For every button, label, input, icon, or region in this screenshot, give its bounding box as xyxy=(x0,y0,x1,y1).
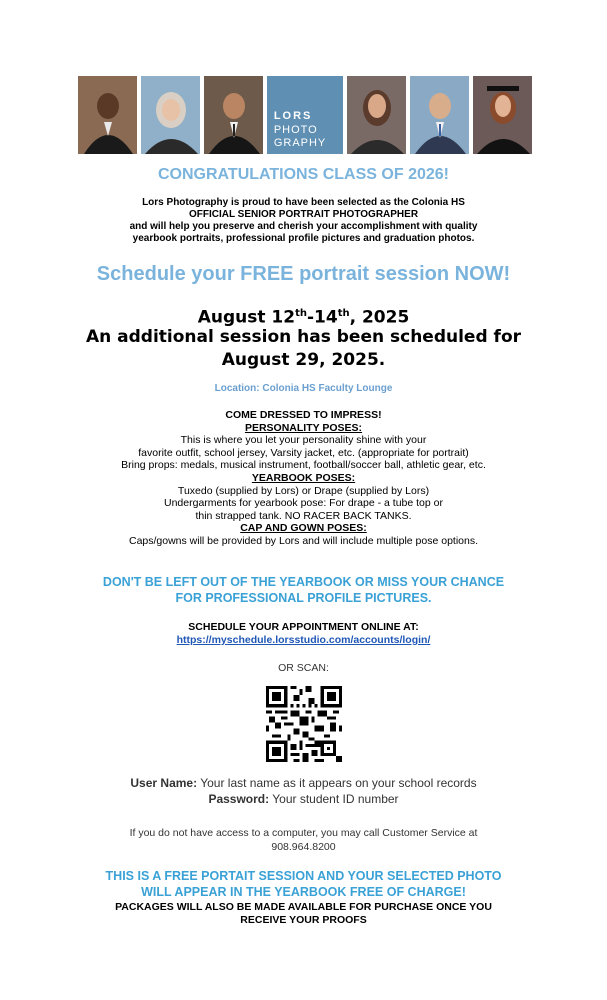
phone-number: 908.964.8200 xyxy=(271,841,336,853)
personality-line: favorite outfit, school jersey, Varsity jacket, etc. (appropriate for portrait) xyxy=(138,446,469,459)
logo-line-2: PHOTO xyxy=(273,124,318,136)
yearbook-line: Tuxedo (supplied by Lors) or Drape (supplied by Lors) xyxy=(177,484,430,497)
dress-instructions xyxy=(0,409,607,548)
intro-line: yearbook portraits, professional profile pictures and graduation photos. xyxy=(132,233,475,244)
location-text: Location: Colonia HS Faculty Lounge xyxy=(214,383,393,394)
cap-line: Caps/gowns will be provided by Lors and will include multiple pose options. xyxy=(128,534,479,547)
dates-suffix: , 2025 xyxy=(349,307,410,328)
yearbook-line: Undergarments for yearbook pose: For drape - a tube top or xyxy=(164,497,443,510)
username-value: Your last name as it appears on your school records xyxy=(200,776,477,790)
additional-session: An additional session has been scheduled for August 29, 2025. xyxy=(85,327,522,370)
qr-code[interactable] xyxy=(266,686,342,762)
portrait-photo-suit-2 xyxy=(410,76,469,154)
phone-line-1: If you do not have access to a computer, you may call Customer Service at xyxy=(129,827,478,839)
warning-line: FOR PROFESSIONAL PROFILE PICTURES. xyxy=(175,591,432,605)
schedule-heading: Schedule your FREE portrait session NOW! xyxy=(96,263,511,285)
portrait-photo-graduate-1 xyxy=(78,76,137,154)
dates-ordinal-1: th xyxy=(295,308,307,319)
username-label: User Name: xyxy=(130,776,198,790)
schedule-link[interactable]: https://myschedule.lorsstudio.com/accounts/login/ xyxy=(176,634,431,646)
portrait-photo-strip xyxy=(78,76,532,154)
free-session-notice xyxy=(0,868,607,900)
intro-line: OFFICIAL SENIOR PORTRAIT PHOTOGRAPHER xyxy=(188,209,419,220)
portrait-photo-suit-1 xyxy=(204,76,263,154)
congratulations-heading: CONGRATULATIONS CLASS OF 2026! xyxy=(158,166,449,183)
logo-line-1: LORS xyxy=(273,110,313,122)
logo-line-3: GRAPHY xyxy=(273,137,327,149)
yearbook-line: thin strapped tank. NO RACER BACK TANKS. xyxy=(195,509,412,522)
packages-notice xyxy=(0,901,607,927)
free-notice-line: WILL APPEAR IN THE YEARBOOK FREE OF CHARGE! xyxy=(141,885,466,899)
lors-photography-logo xyxy=(267,76,343,154)
personality-poses-heading: PERSONALITY POSES: xyxy=(244,421,363,434)
dates-ordinal-2: th xyxy=(337,308,350,319)
username-line xyxy=(0,775,607,791)
free-notice-line: THIS IS A FREE PORTAIT SESSION AND YOUR SELECTED PHOTO xyxy=(105,869,502,883)
dates-prefix: August 12 xyxy=(197,307,296,328)
appointment-heading: SCHEDULE YOUR APPOINTMENT ONLINE AT: xyxy=(188,621,419,633)
dates-mid: -14 xyxy=(306,307,338,328)
yearbook-poses-heading: YEARBOOK POSES: xyxy=(251,471,356,484)
personality-line: Bring props: medals, musical instrument, football/soccer ball, athletic gear, etc. xyxy=(121,459,486,472)
warning-line: DON'T BE LEFT OUT OF THE YEARBOOK OR MISS YOUR CHANCE xyxy=(102,575,505,589)
password-label: Password: xyxy=(208,792,270,806)
packages-line: PACKAGES WILL ALSO BE MADE AVAILABLE FOR PURCHASE ONCE YOU xyxy=(115,901,492,913)
password-value: Your student ID number xyxy=(272,792,399,806)
intro-paragraph xyxy=(0,197,607,245)
or-scan-label: OR SCAN: xyxy=(278,662,329,674)
password-line xyxy=(0,791,607,807)
appointment-section xyxy=(0,621,607,647)
portrait-photo-graduate-2 xyxy=(473,76,532,154)
cap-gown-poses-heading: CAP AND GOWN POSES: xyxy=(240,522,367,535)
packages-line: RECEIVE YOUR PROOFS xyxy=(240,914,367,926)
personality-line: This is where you let your personality shine with your xyxy=(180,434,427,447)
portrait-photo-hijab xyxy=(141,76,200,154)
yearbook-warning xyxy=(0,574,607,606)
intro-line: and will help you preserve and cherish your accomplishment with quality xyxy=(129,221,478,232)
portrait-photo-woman xyxy=(347,76,406,154)
dress-heading: COME DRESSED TO IMPRESS! xyxy=(225,409,382,421)
login-info xyxy=(0,775,607,807)
intro-line: Lors Photography is proud to have been selected as the Colonia HS xyxy=(142,197,465,208)
customer-service-info xyxy=(0,826,607,854)
